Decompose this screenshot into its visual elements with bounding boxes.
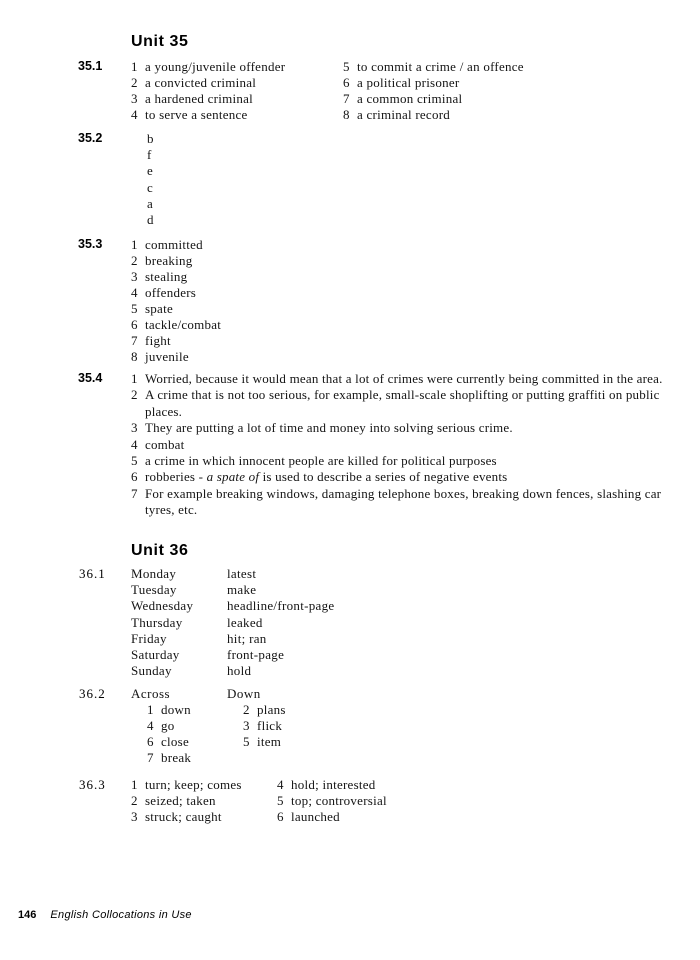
footer-page-number: 146 [18, 909, 37, 921]
word-table-row [131, 598, 335, 614]
day-cell: Thursday [131, 614, 183, 630]
unit-heading-36: Unit 36 [131, 542, 189, 559]
answer-row [131, 75, 285, 91]
answer-row [131, 237, 221, 253]
answer-cell: latest [227, 566, 257, 581]
answer-number: 1 [131, 59, 138, 74]
answer-number: 7 [343, 91, 350, 106]
answer-text: fight [145, 333, 171, 348]
answer-row [131, 91, 285, 107]
answer-text: offenders [145, 285, 197, 300]
word-table-row [131, 615, 335, 631]
answer-number: 4 [131, 436, 138, 452]
answer-letter: c [147, 179, 154, 195]
answer-text: spate [145, 301, 173, 316]
exercise-35-2-answer-list [147, 131, 154, 228]
answer-row [131, 269, 221, 285]
answer-row [131, 469, 686, 485]
day-cell: Sunday [131, 663, 172, 679]
answer-text: A crime that is not too serious, for example, small-scale shoplifting or putting graffiti on public places. [145, 387, 660, 419]
answer-number: 5 [131, 453, 138, 469]
answer-row [131, 349, 221, 365]
answer-number: 5 [243, 734, 250, 750]
answer-text: down [161, 702, 191, 718]
answer-text: plans [257, 702, 286, 718]
answer-number: 8 [343, 107, 350, 122]
answer-row [147, 702, 191, 718]
answer-text: a political prisoner [357, 75, 460, 90]
answer-text: hold; interested [291, 777, 376, 792]
answer-row [277, 793, 387, 809]
answer-text: breaking [145, 253, 193, 268]
answer-row [147, 750, 191, 766]
answer-number: 3 [243, 718, 250, 734]
answer-row [131, 486, 686, 519]
answer-text: seized; taken [145, 793, 216, 808]
answer-text: turn; keep; comes [145, 777, 242, 792]
answer-text: a criminal record [357, 107, 451, 122]
answer-text: launched [291, 809, 340, 824]
answer-text: a crime in which innocent people are killed for political purposes [145, 453, 497, 469]
answer-number: 3 [131, 269, 138, 284]
exercise-35-1-left-column [131, 59, 285, 123]
answer-text: to commit a crime / an offence [357, 59, 524, 74]
answer-text: combat [145, 436, 185, 452]
answer-cell: headline/front-page [227, 598, 335, 614]
answer-row [131, 420, 686, 436]
answer-number: 6 [131, 469, 138, 485]
answer-text: committed [145, 237, 203, 252]
answer-number: 2 [131, 387, 138, 403]
answer-row [131, 285, 221, 301]
answer-letter: d [147, 212, 154, 228]
answer-letter: e [147, 163, 154, 179]
answer-number: 7 [131, 485, 138, 501]
footer-book-title: English Collocations in Use [50, 909, 192, 921]
answer-number: 2 [243, 702, 250, 718]
exercise-35-1-right-column [343, 59, 524, 123]
answer-text: stealing [145, 269, 188, 284]
down-answer-list [243, 702, 286, 750]
across-heading: Across [131, 686, 171, 701]
exercise-35-3-answer-list [131, 237, 221, 365]
answer-number: 6 [131, 317, 138, 332]
day-cell: Wednesday [131, 598, 194, 614]
answer-text: go [161, 718, 175, 734]
answer-text: item [257, 734, 282, 750]
answer-text: tackle/combat [145, 317, 222, 332]
exercise-35-4-answer-list [131, 371, 686, 519]
exercise-label-35-1: 35.1 [78, 59, 103, 73]
answer-row [131, 437, 686, 453]
exercise-label-36-3: 36.3 [79, 777, 106, 792]
answer-number: 4 [277, 777, 284, 792]
answer-number: 3 [131, 420, 138, 436]
answer-letter: f [147, 147, 152, 163]
answer-row [343, 75, 524, 91]
emphasised-collocation: a spate of [206, 469, 260, 485]
answer-row [131, 317, 221, 333]
answer-text: close [161, 734, 189, 750]
answer-number: 4 [131, 107, 138, 122]
answer-text: break [161, 750, 192, 766]
exercise-36-3-right-column [277, 777, 387, 825]
answer-row [277, 809, 387, 825]
answer-cell: hit; ran [227, 630, 267, 646]
answer-row [131, 387, 686, 420]
answer-row [147, 718, 191, 734]
answer-text: a convicted criminal [145, 75, 257, 90]
word-table-row [131, 663, 335, 679]
answer-letter: b [147, 131, 154, 146]
exercise-36-1-word-table [131, 566, 335, 679]
answer-row [343, 59, 524, 75]
word-table-row [131, 566, 335, 582]
unit-heading-35: Unit 35 [131, 33, 189, 50]
answer-number: 3 [131, 91, 138, 106]
answer-number: 7 [147, 750, 154, 766]
day-cell: Saturday [131, 647, 180, 663]
answer-row [131, 253, 221, 269]
answer-number: 3 [131, 809, 138, 824]
answer-number: 5 [277, 793, 284, 808]
day-cell: Tuesday [131, 582, 177, 598]
page-footer [18, 909, 192, 921]
exercise-label-36-1: 36.1 [79, 566, 106, 581]
exercise-label-35-2: 35.2 [78, 131, 103, 145]
answer-row [243, 718, 286, 734]
answer-cell: front-page [227, 647, 285, 663]
exercise-label-35-3: 35.3 [78, 237, 103, 251]
answer-text: a common criminal [357, 91, 463, 106]
answer-text: For example breaking windows, damaging telephone boxes, breaking down fences, slashing car tyres, etc. [145, 485, 662, 518]
answer-row [243, 734, 286, 750]
answer-number: 5 [131, 301, 138, 316]
answer-row [131, 453, 686, 469]
answer-row [131, 793, 242, 809]
answer-text: a hardened criminal [145, 91, 253, 106]
answer-row [131, 809, 242, 825]
answer-letter: a [147, 195, 154, 211]
answer-row [343, 91, 524, 107]
answer-number: 4 [147, 718, 154, 734]
answer-row [147, 734, 191, 750]
answer-text: juvenile [145, 349, 189, 364]
answer-row [131, 371, 686, 387]
exercise-label-36-2: 36.2 [79, 686, 106, 701]
across-answer-list [147, 702, 191, 766]
answer-number: 2 [131, 253, 138, 268]
answer-row [131, 107, 285, 123]
exercise-label-35-4: 35.4 [78, 371, 103, 385]
answer-row [131, 777, 242, 793]
answer-row [277, 777, 387, 793]
answer-number: 1 [147, 702, 154, 718]
word-table-row [131, 631, 335, 647]
answer-row [243, 702, 286, 718]
answer-text: top; controversial [291, 793, 387, 808]
answer-text: flick [257, 718, 283, 734]
answer-number: 1 [131, 237, 138, 252]
answer-number: 2 [131, 75, 138, 90]
answer-row [131, 59, 285, 75]
answer-row [343, 107, 524, 123]
exercise-36-3-left-column [131, 777, 242, 825]
answer-text: Worried, because it would mean that a lot of crimes were currently being committed in the area. [145, 371, 663, 386]
answer-text: to serve a sentence [145, 107, 248, 122]
answer-number: 6 [277, 809, 284, 824]
day-cell: Monday [131, 566, 177, 581]
answer-number: 5 [343, 59, 350, 74]
answer-text: a young/juvenile offender [145, 59, 286, 74]
answer-cell: hold [227, 663, 252, 679]
down-heading: Down [227, 686, 261, 701]
answer-row [131, 301, 221, 317]
exercise-36-2-crossword-answers [131, 686, 286, 772]
answer-number: 1 [131, 371, 138, 386]
answer-number: 6 [343, 75, 350, 90]
word-table-row [131, 647, 335, 663]
answer-number: 6 [147, 734, 154, 750]
answer-cell: make [227, 582, 257, 598]
crossword-column-headings [131, 686, 261, 702]
answer-number: 8 [131, 349, 138, 364]
answer-cell: leaked [227, 614, 263, 630]
answer-number: 1 [131, 777, 138, 792]
answer-text: They are putting a lot of time and money into solving serious crime. [145, 420, 513, 436]
answer-number: 4 [131, 285, 138, 300]
answer-number: 2 [131, 793, 138, 808]
answer-row [131, 333, 221, 349]
answer-text: struck; caught [145, 809, 222, 824]
word-table-row [131, 582, 335, 598]
answer-number: 7 [131, 333, 138, 348]
day-cell: Friday [131, 630, 167, 646]
answer-text: robberies - a spate of is used to describe a series of negative events [145, 469, 508, 485]
